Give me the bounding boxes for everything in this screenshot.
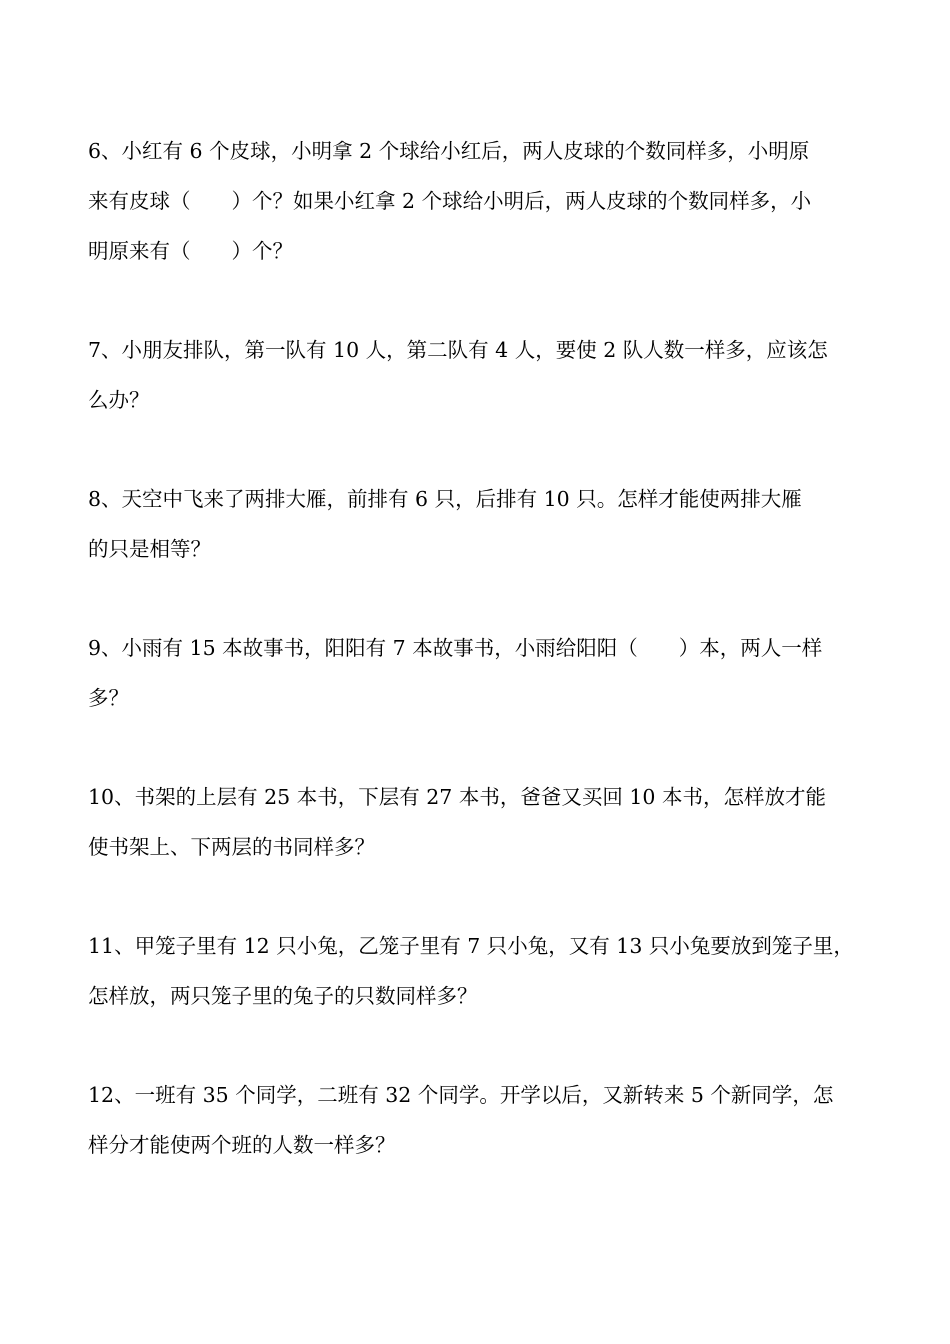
question-text-line: 来有皮球（ ）个？如果小红拿 2 个球给小明后，两人皮球的个数同样多，小 — [88, 189, 812, 213]
question-text-line: 9、小雨有 15 本故事书，阳阳有 7 本故事书，小雨给阳阳（ ）本，两人一样 — [88, 636, 823, 660]
question-9 — [88, 623, 878, 723]
question-text-line: 么办？ — [88, 388, 150, 412]
question-6 — [88, 126, 878, 276]
question-10 — [88, 772, 878, 872]
question-text-line: 8、天空中飞来了两排大雁，前排有 6 只，后排有 10 只。怎样才能使两排大雁 — [88, 487, 802, 511]
question-7 — [88, 325, 878, 425]
question-8 — [88, 474, 878, 574]
question-text-line: 多？ — [88, 686, 129, 710]
question-text-line: 6、小红有 6 个皮球，小明拿 2 个球给小红后，两人皮球的个数同样多，小明原 — [88, 139, 810, 163]
question-12 — [88, 1070, 878, 1170]
question-text-line: 怎样放，两只笼子里的兔子的只数同样多？ — [88, 984, 478, 1008]
question-text-line: 11、甲笼子里有 12 只小兔，乙笼子里有 7 只小兔，又有 13 只小兔要放到笼子里， — [88, 934, 854, 958]
question-text-line: 明原来有（ ）个？ — [88, 239, 293, 263]
question-text-line: 10、书架的上层有 25 本书，下层有 27 本书，爸爸又买回 10 本书，怎样放才能 — [88, 785, 826, 809]
question-text-line: 的只是相等？ — [88, 537, 211, 561]
question-11 — [88, 921, 878, 1021]
question-text-line: 7、小朋友排队，第一队有 10 人，第二队有 4 人，要使 2 队人数一样多，应该怎 — [88, 338, 828, 362]
question-text-line: 样分才能使两个班的人数一样多？ — [88, 1133, 396, 1157]
question-list — [88, 126, 878, 1219]
question-text-line: 12、一班有 35 个同学，二班有 32 个同学。开学以后，又新转来 5 个新同学，怎 — [88, 1083, 834, 1107]
question-text-line: 使书架上、下两层的书同样多？ — [88, 835, 375, 859]
